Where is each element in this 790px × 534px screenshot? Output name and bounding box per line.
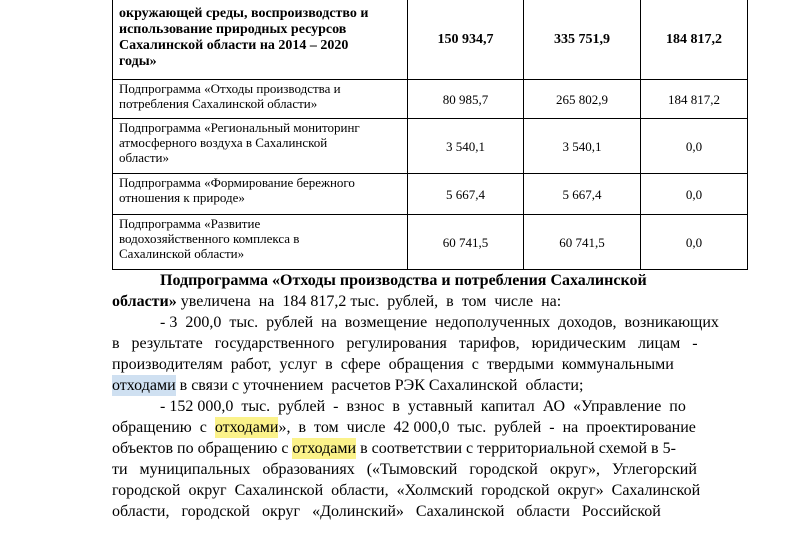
text-fragment: увеличена на 184 817,2 тыс. рублей, в том числе на: bbox=[176, 293, 562, 310]
text-fragment: производителям работ, услуг в сфере обращения с твердыми коммунальными bbox=[112, 356, 674, 373]
value-cell: 5 667,4 bbox=[408, 174, 524, 215]
text-fragment: - 3 200,0 тыс. рублей на возмещение недополученных доходов, возникающих bbox=[160, 314, 719, 331]
text-line bbox=[112, 312, 738, 333]
value-cell: 0,0 bbox=[641, 174, 748, 215]
text-fragment: объектов по обращению с bbox=[112, 440, 293, 457]
text-fragment: », в том числе 42 000,0 тыс. рублей - на проектирование bbox=[278, 419, 696, 436]
cell-line: окружающей среды, воспроизводство и bbox=[119, 6, 369, 21]
text-line bbox=[112, 459, 738, 480]
cell-line: Подпрограмма «Формирование бережного bbox=[119, 175, 355, 190]
program-name-cell bbox=[113, 119, 408, 174]
value-cell: 3 540,1 bbox=[408, 119, 524, 174]
search-highlight: отходами bbox=[292, 440, 357, 457]
subprogram-heading-end: области» bbox=[112, 293, 177, 310]
search-highlight: отходами bbox=[112, 377, 176, 394]
text-fragment: области, городской округ «Долинский» Сахалинской области Российской bbox=[112, 503, 661, 520]
value-cell: 184 817,2 bbox=[641, 0, 748, 80]
text-fragment: - 152 000,0 тыс. рублей - взнос в уставный капитал АО «Управление по bbox=[160, 398, 686, 415]
text-line bbox=[112, 417, 738, 438]
program-name-cell bbox=[113, 215, 408, 270]
table-row bbox=[113, 215, 748, 270]
text-line bbox=[112, 396, 738, 417]
text-line bbox=[112, 480, 738, 501]
value-cell: 3 540,1 bbox=[524, 119, 641, 174]
text-line bbox=[112, 354, 738, 375]
cell-line: Сахалинской области» bbox=[119, 246, 245, 261]
cell-line: отношения к природе» bbox=[119, 190, 245, 205]
table-row bbox=[113, 80, 748, 119]
text-line bbox=[112, 375, 738, 396]
text-line bbox=[112, 291, 738, 312]
table-row bbox=[113, 174, 748, 215]
cell-line: Подпрограмма «Региональный мониторинг bbox=[119, 120, 360, 135]
search-highlight: отходами bbox=[214, 419, 279, 436]
cell-line: Сахалинской области на 2014 – 2020 bbox=[119, 38, 349, 53]
value-cell: 60 741,5 bbox=[408, 215, 524, 270]
cell-line: Подпрограмма «Отходы производства и bbox=[119, 81, 341, 96]
value-cell: 0,0 bbox=[641, 215, 748, 270]
table-row bbox=[113, 119, 748, 174]
cell-line: атмосферного воздуха в Сахалинской bbox=[119, 135, 328, 150]
text-line bbox=[112, 270, 738, 291]
value-cell: 150 934,7 bbox=[408, 0, 524, 80]
text-fragment: городской округ Сахалинской области, «Холмский городской округ» Сахалинской bbox=[112, 482, 701, 499]
program-name-cell bbox=[113, 174, 408, 215]
cell-line: использование природных ресурсов bbox=[119, 22, 347, 37]
value-cell: 0,0 bbox=[641, 119, 748, 174]
value-cell: 60 741,5 bbox=[524, 215, 641, 270]
value-cell: 184 817,2 bbox=[641, 80, 748, 119]
program-name-cell bbox=[113, 80, 408, 119]
text-line bbox=[112, 501, 738, 522]
cell-line: области» bbox=[119, 150, 169, 165]
subprogram-heading: Подпрограмма «Отходы производства и потребления Сахалинской bbox=[160, 272, 647, 289]
cell-line: годы» bbox=[119, 54, 157, 69]
text-line bbox=[112, 438, 738, 459]
text-fragment: в связи с уточнением расчетов РЭК Сахалинской области; bbox=[175, 377, 584, 394]
budget-table bbox=[112, 0, 748, 270]
text-fragment: ти муниципальных образованиях («Тымовский городской округ», Углегорский bbox=[112, 461, 697, 478]
text-fragment: в результате государственного регулирования тарифов, юридическим лицам - bbox=[112, 335, 698, 352]
value-cell: 265 802,9 bbox=[524, 80, 641, 119]
cell-line: потребления Сахалинской области» bbox=[119, 96, 318, 111]
body-paragraph bbox=[112, 270, 738, 522]
text-fragment: обращению с bbox=[112, 419, 215, 436]
cell-line: Подпрограмма «Развитие bbox=[119, 216, 261, 231]
program-name-cell bbox=[113, 0, 408, 80]
text-fragment: в соответствии с территориальной схемой в 5- bbox=[356, 440, 676, 457]
cell-line: водохозяйственного комплекса в bbox=[119, 231, 300, 246]
table-row bbox=[113, 0, 748, 80]
value-cell: 5 667,4 bbox=[524, 174, 641, 215]
value-cell: 80 985,7 bbox=[408, 80, 524, 119]
text-line bbox=[112, 333, 738, 354]
value-cell: 335 751,9 bbox=[524, 0, 641, 80]
